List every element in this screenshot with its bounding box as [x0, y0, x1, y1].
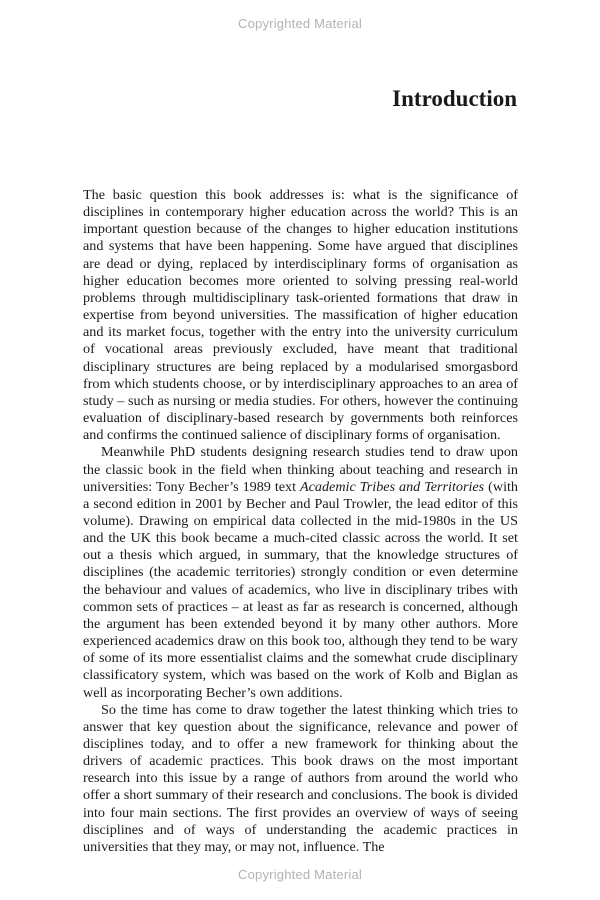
paragraph-2-lead: Meanwhile PhD students designing research studies tend to draw upon the classic book in the field when thinking about teaching and research in universities: Tony Becher’s 1989 text [83, 444, 518, 495]
chapter-title: Introduction [392, 86, 517, 111]
paragraph-2 [83, 444, 518, 701]
copyright-watermark-bottom: Copyrighted Material [238, 867, 362, 882]
body-text [83, 187, 518, 856]
paragraph-2-rest: (with a second edition in 2001 by Becher and Paul Trowler, the lead editor of this volume). Drawing on empirical data collected in the mid-1980s in the US and the UK this book became a much-cited classic across the world. It set out a thesis which argued, in summary, that the knowledge structures of disciplines (the academic territories) strongly condition or even determine the behaviour and values of academics, who live in disciplinary tribes with common sets of practices – at least as far as research is concerned, although the argument has been extended beyond it by many other authors. More experienced academics draw on this book too, although they tend to be wary of some of its more essentialist claims and the somewhat crude disciplinary classificatory system, which was based on the work of Kolb and Biglan as well as incorporating Becher’s own additions. [83, 478, 518, 701]
paragraph-1: The basic question this book addresses is: what is the significance of disciplines in contemporary higher education across the world? This is an important question because of the changes to higher education institutions and systems that have been happening. Some have argued that disciplines are dead or dying, replaced by interdisciplinary forms of organisation as higher education becomes more oriented to solving pressing real-world problems through multidisciplinary task-oriented formations that draw in expertise from beyond universities. The massification of higher education and its market focus, together with the entry into the university curriculum of vocational areas previously excluded, have meant that traditional disciplinary structures are being replaced by a modularised smorgasbord from which students choose, or by interdisciplinary approaches to an area of study – such as nursing or media studies. For others, however the continuing evaluation of disciplinary-based research by governments both reinforces and confirms the continued salience of disciplinary forms of organisation. [83, 187, 518, 444]
paragraph-3: So the time has come to draw together the latest thinking which tries to answer that key question about the significance, relevance and power of disciplines today, and to offer a new framework for thinking about the drivers of academic practices. This book draws on the most important research into this issue by a range of authors from around the world who offer a short summary of their research and conclusions. The book is divided into four main sections. The first provides an overview of ways of seeing disciplines and of ways of understanding the academic practices in universities that they may, or may not, influence. The [83, 701, 518, 855]
book-title-italic: Academic Tribes and Territories [300, 478, 485, 495]
copyright-watermark-top: Copyrighted Material [238, 16, 362, 31]
